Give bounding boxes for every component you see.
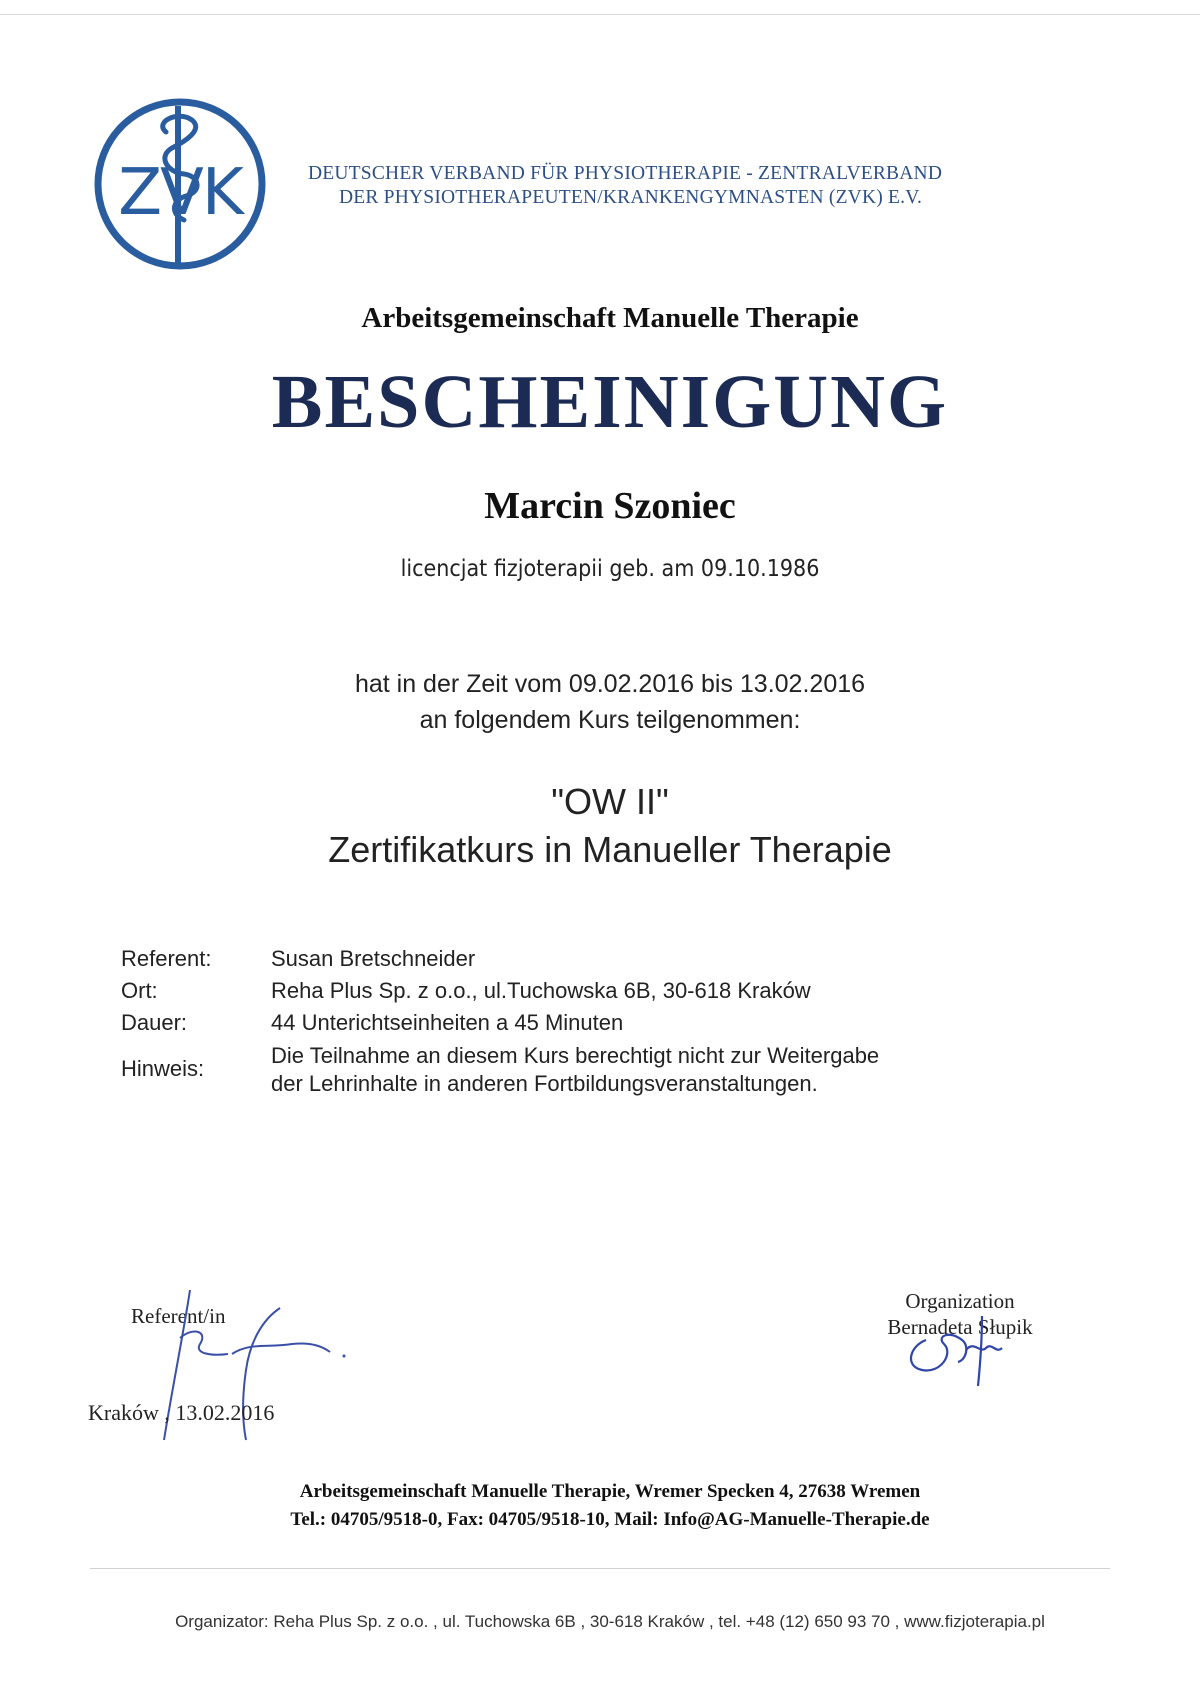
logo-text: ZVK: [118, 156, 242, 230]
course-block: [0, 778, 1200, 874]
detail-value: 44 Unterichtseinheiten a 45 Minuten: [271, 1010, 624, 1035]
footer-line-1: Arbeitsgemeinschaft Manuelle Therapie, Wremer Specken 4, 27638 Wremen: [299, 1481, 921, 1502]
footer-divider: [90, 1568, 1110, 1569]
course-period: [0, 666, 1200, 738]
organization-signature-label: Organization: [905, 1289, 1015, 1313]
detail-label: Ort:: [121, 978, 158, 1003]
course-name: Zertifikatkurs in Manueller Therapie: [328, 829, 892, 870]
organizer-name: Bernadeta Słupik: [887, 1315, 1033, 1339]
detail-value: Susan Bretschneider: [271, 946, 476, 971]
footer-address: [0, 1478, 1200, 1534]
course-code: "OW II": [551, 781, 669, 822]
period-line-1: hat in der Zeit vom 09.02.2016 bis 13.02.2016: [354, 670, 866, 698]
detail-value: Reha Plus Sp. z o.o., ul.Tuchowska 6B, 30-618 Kraków: [271, 978, 811, 1003]
recipient-name: Marcin Szoniec: [484, 485, 736, 527]
detail-label: Referent:: [121, 946, 212, 971]
hinweis-line-1: Die Teilnahme an diesem Kurs berechtigt nicht zur Weitergabe: [271, 1043, 880, 1068]
place-date: Kraków , 13.02.2016: [88, 1400, 275, 1425]
recipient-description: licencjat fizjoterapii geb. am 09.10.1986: [400, 556, 820, 582]
hinweis-line-2: der Lehrinhalte in anderen Fortbildungsveranstaltungen.: [271, 1071, 818, 1096]
top-divider: [0, 14, 1200, 15]
detail-label: Dauer:: [121, 1010, 188, 1035]
period-line-2: an folgendem Kurs teilgenommen:: [419, 706, 801, 734]
zvk-logo-icon: [92, 96, 268, 272]
organizer-signature-icon: [896, 1310, 1026, 1390]
footer-line-2: Tel.: 04705/9518-0, Fax: 04705/9518-10, Mail: Info@AG-Manuelle-Therapie.de: [290, 1509, 930, 1530]
association-line-2: DER PHYSIOTHERAPEUTEN/KRANKENGYMNASTEN (ZVK) E.V.: [339, 187, 923, 208]
detail-label: Hinweis:: [121, 1056, 205, 1081]
referent-signature-label: Referent/in: [131, 1304, 226, 1328]
organization-heading: Arbeitsgemeinschaft Manuelle Therapie: [361, 302, 859, 334]
certificate-title: BESCHEINIGUNG: [271, 360, 949, 444]
association-line-1: DEUTSCHER VERBAND FÜR PHYSIOTHERAPIE - ZENTRALVERBAND: [308, 163, 943, 184]
association-header: [308, 162, 942, 210]
organizer-line: Organizator: Reha Plus Sp. z o.o. , ul. Tuchowska 6B , 30-618 Kraków , tel. +48 (12) 650 93 70 , www.fizjoterapia.pl: [175, 1612, 1045, 1631]
detail-value: [271, 1042, 879, 1098]
